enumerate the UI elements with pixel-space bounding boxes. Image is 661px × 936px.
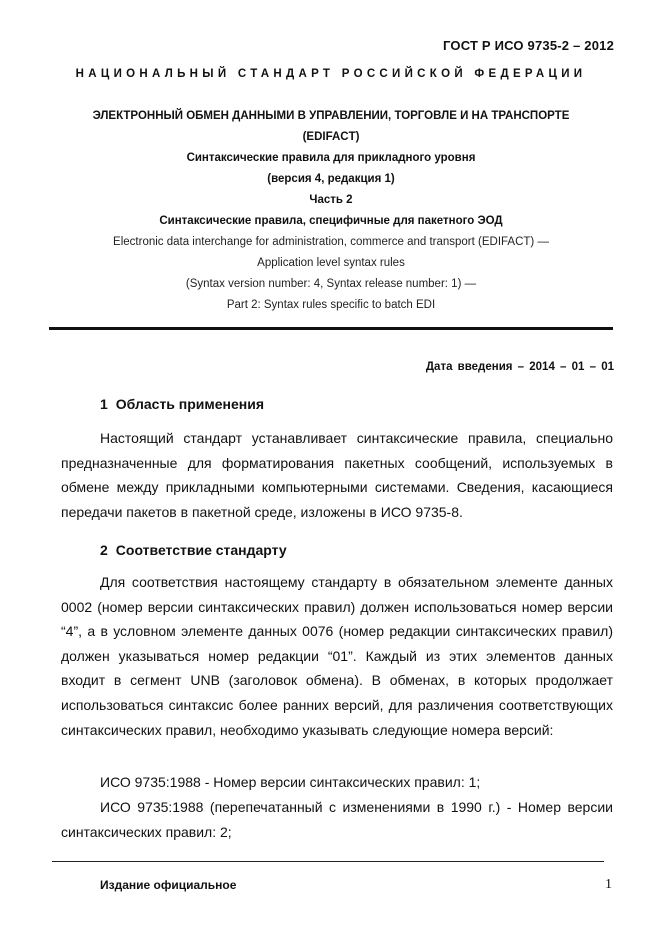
title-divider [49,327,613,330]
section-2-paragraph-3: ИСО 9735:1988 (перепечатанный с изменениями в 1990 г.) - Номер версии синтаксических правил: 2; [61,799,613,840]
title-en-line-3: (Syntax version number: 4, Syntax release number: 1) — [185,278,477,290]
title-en-line-4: Part 2: Syntax rules specific to batch EDI [226,299,436,311]
title-block [49,106,613,316]
section-2-title: Соответствие стандарту [115,542,287,558]
national-standard-banner: НАЦИОНАЛЬНЫЙ СТАНДАРТ РОССИЙСКОЙ ФЕДЕРАЦИИ [75,68,587,80]
footer-divider [52,861,604,862]
section-1-number: 1 [100,396,108,412]
official-edition-label: Издание официальное [100,878,237,892]
section-1-paragraph: Настоящий стандарт устанавливает синтаксические правила, специально предназначенные для форматирования пакетных сообщений, используемых в обмене между прикладными компьютерными системами. Сведения, касающиеся передачи пакетов в пакетной среде, изложены в ИСО 9735-8. [61,430,613,520]
section-2-paragraph-1: Для соответствия настоящему стандарту в обязательном элементе данных 0002 (номер версии синтаксических правил) должен использоваться номер версии “4”, а в условном элементе данных 0076 (номер редакции синтаксических правил) должен указываться номер редакции “01”. Каждый из этих элементов данных входит в сегмент UNB (заголовок обмена). В обменах, в которых продолжает использоваться синтаксис более ранних версий, для различения соответствующих синтаксических правил, необходимо указывать следующие номера версий: [61,574,613,738]
title-ru-line-4: (версия 4, редакция 1) [267,173,395,185]
title-en-line-1: Electronic data interchange for administration, commerce and transport (EDIFACT) — [113,236,549,248]
section-2-number: 2 [100,542,108,558]
section-1-heading [100,396,264,412]
title-ru-line-2: (EDIFACT) [302,131,360,143]
title-ru-line-6: Синтаксические правила, специфичные для пакетного ЭОД [159,215,503,227]
intro-date: Дата введения – 2014 – 01 – 01 [425,361,614,373]
section-1-title: Область применения [115,396,265,412]
title-ru-line-1: ЭЛЕКТРОННЫЙ ОБМЕН ДАННЫМИ В УПРАВЛЕНИИ, ТОРГОВЛЕ И НА ТРАНСПОРТЕ [92,110,570,122]
section-2-heading [100,542,287,558]
title-ru-line-5: Часть 2 [309,194,353,206]
title-ru-line-3: Синтаксические правила для прикладного уровня [186,152,476,164]
section-2-paragraph-2: ИСО 9735:1988 - Номер версии синтаксических правил: 1; [100,774,481,790]
page-number: 1 [605,877,612,892]
standard-number: ГОСТ Р ИСО 9735-2 – 2012 [443,38,614,53]
title-en-line-2: Application level syntax rules [257,257,405,269]
